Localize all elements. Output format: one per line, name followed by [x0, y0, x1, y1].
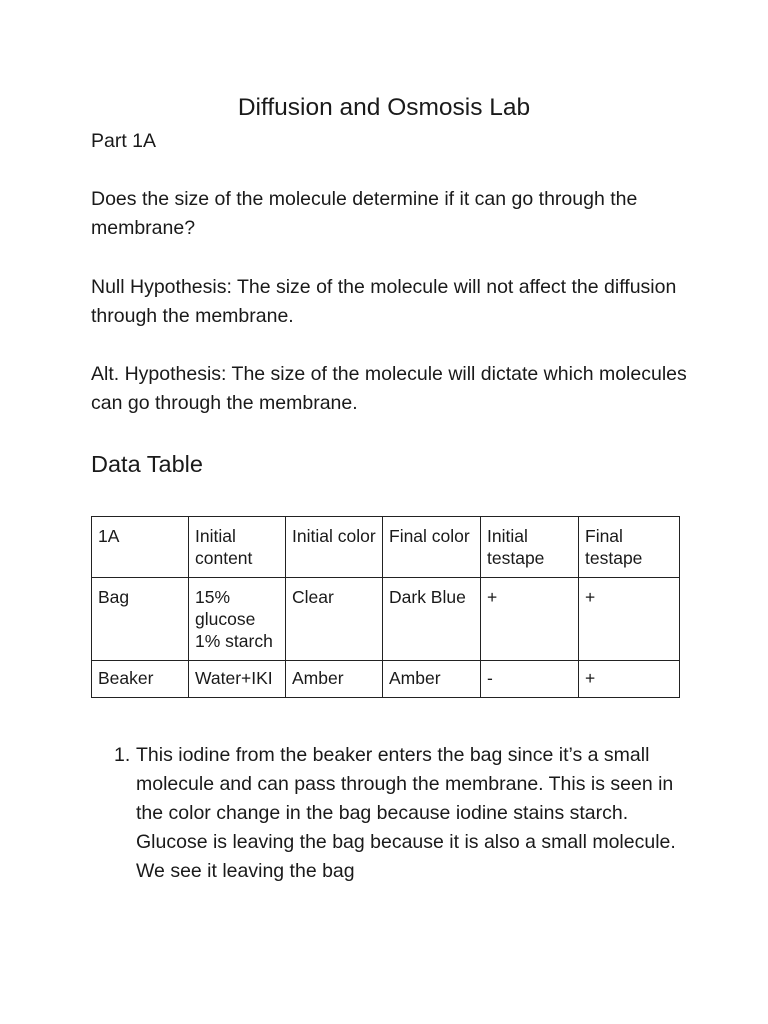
part-label: Part 1A	[91, 130, 157, 152]
table-cell: Beaker	[92, 661, 189, 698]
list-number: 1.	[114, 744, 131, 766]
answer-text: This iodine from the beaker enters the bag since it’s a small molecule and can pass through the membrane. This is seen in the color change in the bag because iodine stains starch. Glucose is leaving the bag because it is also a small molecule. We see it leaving the bag	[136, 744, 676, 882]
table-cell: Bag	[92, 578, 189, 661]
table-cell: 15% glucose 1% starch	[189, 578, 286, 661]
table-cell: +	[579, 578, 680, 661]
research-question: Does the size of the molecule determine if it can go through the membrane?	[91, 188, 638, 239]
page-title: Diffusion and Osmosis Lab	[237, 94, 531, 121]
table-cell: Clear	[286, 578, 383, 661]
table-cell: Amber	[286, 661, 383, 698]
list-item	[114, 741, 684, 886]
alt-hypothesis: Alt. Hypothesis: The size of the molecule will dictate which molecules can go through the membrane.	[91, 363, 687, 414]
table-cell: Water+IKI	[189, 661, 286, 698]
table-cell: Amber	[383, 661, 481, 698]
table-row-beaker	[92, 661, 680, 698]
table-cell: +	[579, 661, 680, 698]
table-cell: Initial content	[189, 517, 286, 578]
table-row-header	[92, 517, 680, 578]
table-cell: Final color	[383, 517, 481, 578]
table-cell: Final testape	[579, 517, 680, 578]
table-cell: 1A	[92, 517, 189, 578]
table-cell: +	[481, 578, 579, 661]
table-cell: Initial testape	[481, 517, 579, 578]
data-table	[91, 516, 680, 698]
table-cell: Dark Blue	[383, 578, 481, 661]
table-cell: Initial color	[286, 517, 383, 578]
data-table-heading: Data Table	[91, 451, 203, 477]
table-cell: -	[481, 661, 579, 698]
null-hypothesis: Null Hypothesis: The size of the molecule will not affect the diffusion through the membrane.	[91, 276, 677, 327]
table-row-bag	[92, 578, 680, 661]
